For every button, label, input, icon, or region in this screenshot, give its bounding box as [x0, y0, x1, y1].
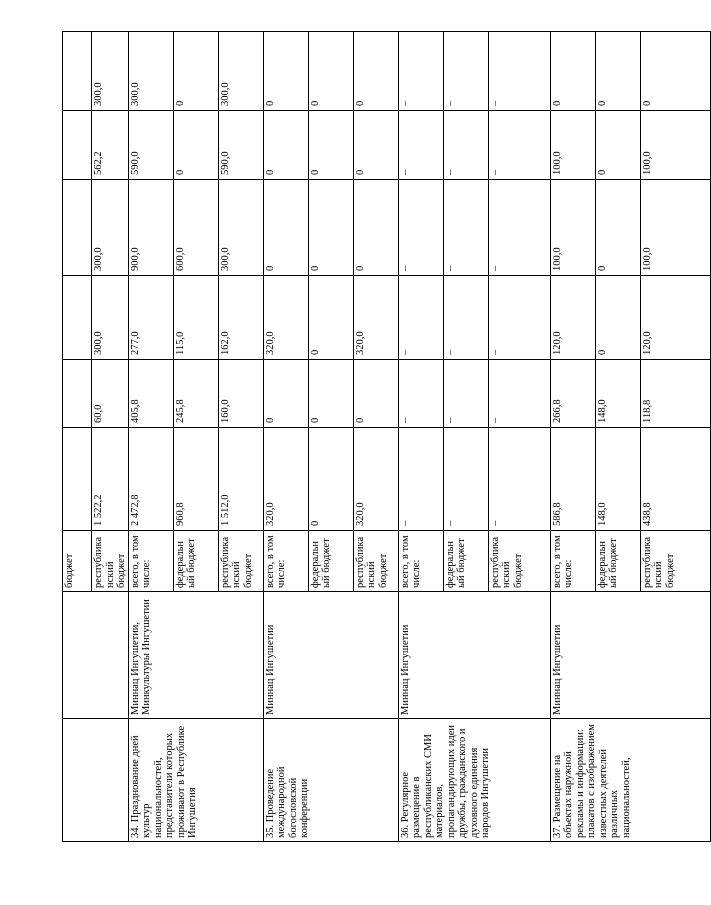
- value-cell: –: [488, 360, 550, 428]
- value-cell: [63, 32, 92, 111]
- value-cell: 0: [308, 180, 353, 276]
- value-cell: –: [398, 180, 443, 276]
- activity-cell: 36. Регулярное размещение в республиканских СМИ материалов, пропагандирующих идеи дружбы, гражданского и духовного единения народов Ингушетии: [398, 719, 550, 842]
- value-cell: 0: [353, 32, 398, 111]
- value-cell: –: [443, 32, 488, 111]
- funding-type-cell: федеральный бюджет: [308, 531, 353, 592]
- value-cell: 162,0: [218, 276, 263, 360]
- value-cell: 300,0: [218, 180, 263, 276]
- value-cell: –: [488, 276, 550, 360]
- value-cell: 266,8: [550, 360, 595, 428]
- table-row: [263, 32, 308, 842]
- value-cell: –: [398, 276, 443, 360]
- value-cell: 590,0: [128, 111, 173, 180]
- value-cell: 600,0: [173, 180, 218, 276]
- value-cell: [63, 428, 92, 531]
- value-cell: 160,0: [218, 360, 263, 428]
- funding-type-cell: республиканский бюджет: [640, 531, 710, 592]
- value-cell: 0: [640, 32, 710, 111]
- value-cell: 0: [173, 111, 218, 180]
- value-cell: [63, 360, 92, 428]
- table-row: [63, 32, 92, 842]
- value-cell: 300,0: [92, 276, 129, 360]
- value-cell: –: [443, 428, 488, 531]
- value-cell: 0: [308, 360, 353, 428]
- value-cell: 1 512,0: [218, 428, 263, 531]
- funding-type-cell: бюджет: [63, 531, 92, 592]
- funding-type-cell: всего, в том числе:: [128, 531, 173, 592]
- executor-cell: Миннац Ингушетии: [398, 592, 550, 719]
- value-cell: 100,0: [640, 111, 710, 180]
- executor-cell: [63, 592, 129, 719]
- value-cell: 0: [308, 428, 353, 531]
- value-cell: 0: [173, 32, 218, 111]
- value-cell: 320,0: [263, 276, 308, 360]
- rotated-table-container: [62, 32, 676, 842]
- table-row: [550, 32, 595, 842]
- executor-cell: Миннац Ингушетии: [550, 592, 710, 719]
- value-cell: 0: [595, 276, 640, 360]
- value-cell: –: [488, 428, 550, 531]
- value-cell: 100,0: [640, 180, 710, 276]
- funding-type-cell: республиканский бюджет: [92, 531, 129, 592]
- value-cell: 0: [308, 111, 353, 180]
- value-cell: 590,0: [218, 111, 263, 180]
- value-cell: 960,8: [173, 428, 218, 531]
- value-cell: 115,0: [173, 276, 218, 360]
- value-cell: 0: [550, 32, 595, 111]
- value-cell: –: [488, 180, 550, 276]
- table-row: [398, 32, 443, 842]
- value-cell: –: [488, 32, 550, 111]
- value-cell: 0: [263, 111, 308, 180]
- value-cell: [63, 276, 92, 360]
- value-cell: 0: [308, 32, 353, 111]
- activity-cell: [63, 719, 129, 842]
- value-cell: 320,0: [353, 276, 398, 360]
- value-cell: 120,0: [550, 276, 595, 360]
- value-cell: –: [443, 180, 488, 276]
- value-cell: 320,0: [263, 428, 308, 531]
- value-cell: 100,0: [550, 111, 595, 180]
- value-cell: –: [398, 360, 443, 428]
- activity-cell: 37. Размещение на объектах наружной рекламы и информации: плакатов с изображением известных деятелей различных национальностей,: [550, 719, 710, 842]
- funding-type-cell: всего, в том числе:: [263, 531, 308, 592]
- value-cell: 60,0: [92, 360, 129, 428]
- value-cell: 0: [353, 180, 398, 276]
- budget-table: [62, 31, 711, 842]
- value-cell: 120,0: [640, 276, 710, 360]
- value-cell: 0: [595, 180, 640, 276]
- value-cell: 300,0: [128, 32, 173, 111]
- value-cell: 0: [353, 360, 398, 428]
- value-cell: –: [443, 111, 488, 180]
- value-cell: 405,8: [128, 360, 173, 428]
- activity-cell: 34. Празднование дней культур национальностей, представители которых проживают в Республике Ингушетия: [128, 719, 263, 842]
- value-cell: 300,0: [92, 32, 129, 111]
- value-cell: 1 522,2: [92, 428, 129, 531]
- funding-type-cell: республиканский бюджет: [488, 531, 550, 592]
- value-cell: –: [443, 276, 488, 360]
- value-cell: [63, 111, 92, 180]
- executor-cell: Миннац Ингушетии, Минкультуры Ингушетии: [128, 592, 263, 719]
- value-cell: 245,8: [173, 360, 218, 428]
- value-cell: 0: [263, 32, 308, 111]
- value-cell: 562,2: [92, 111, 129, 180]
- funding-type-cell: всего, в том числе:: [398, 531, 443, 592]
- value-cell: 300,0: [218, 32, 263, 111]
- value-cell: –: [398, 428, 443, 531]
- funding-type-cell: федеральный бюджет: [595, 531, 640, 592]
- table-row: [128, 32, 173, 842]
- value-cell: 0: [595, 32, 640, 111]
- value-cell: [63, 180, 92, 276]
- funding-type-cell: всего, в том числе:: [550, 531, 595, 592]
- value-cell: –: [398, 111, 443, 180]
- value-cell: 0: [263, 360, 308, 428]
- value-cell: –: [398, 32, 443, 111]
- table-body: [63, 32, 711, 842]
- value-cell: 148,0: [595, 428, 640, 531]
- value-cell: 300,0: [92, 180, 129, 276]
- funding-type-cell: федеральный бюджет: [443, 531, 488, 592]
- value-cell: 2 472,8: [128, 428, 173, 531]
- value-cell: 586,8: [550, 428, 595, 531]
- value-cell: 0: [308, 276, 353, 360]
- value-cell: 0: [595, 111, 640, 180]
- value-cell: 900,0: [128, 180, 173, 276]
- value-cell: 0: [353, 111, 398, 180]
- value-cell: –: [443, 360, 488, 428]
- value-cell: –: [488, 111, 550, 180]
- value-cell: 148,0: [595, 360, 640, 428]
- funding-type-cell: федеральный бюджет: [173, 531, 218, 592]
- activity-cell: 35. Проведение международной богословской конференции: [263, 719, 398, 842]
- value-cell: 277,0: [128, 276, 173, 360]
- value-cell: 100,0: [550, 180, 595, 276]
- value-cell: 118,8: [640, 360, 710, 428]
- value-cell: 320,0: [353, 428, 398, 531]
- value-cell: 0: [263, 180, 308, 276]
- funding-type-cell: республиканский бюджет: [218, 531, 263, 592]
- funding-type-cell: республиканский бюджет: [353, 531, 398, 592]
- executor-cell: Миннац Ингушетии: [263, 592, 398, 719]
- value-cell: 438,8: [640, 428, 710, 531]
